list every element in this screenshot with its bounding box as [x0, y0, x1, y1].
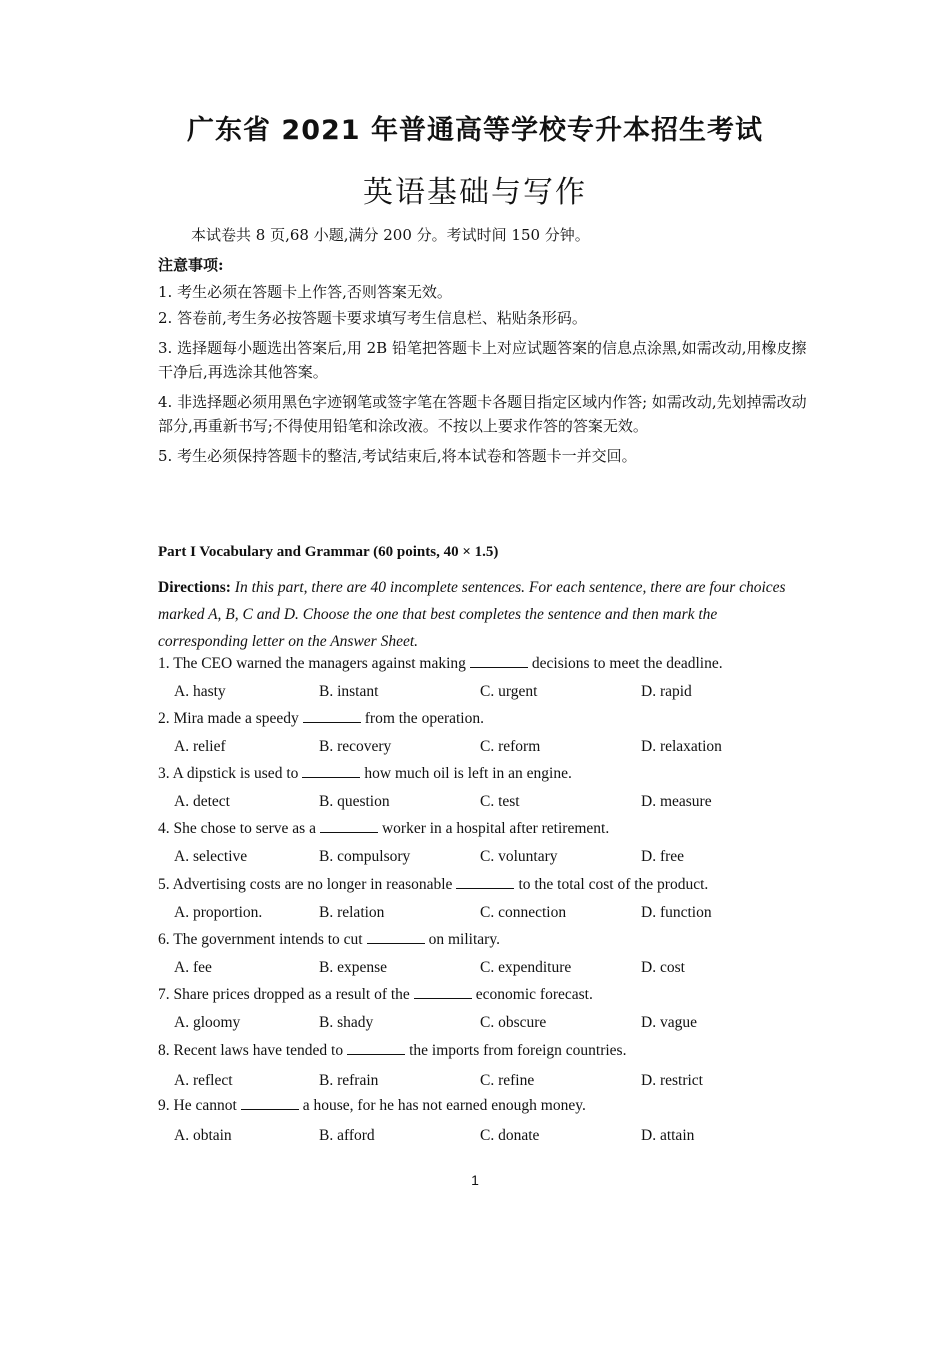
- note-item: 5. 考生必须保持答题卡的整洁,考试结束后,将本试卷和答题卡一并交回。: [158, 447, 637, 465]
- note-item: 4. 非选择题必须用黑色字迹钢笔或签字笔在答题卡各题目指定区域内作答; 如需改动,先划掉需改动部分,再重新书写;不得使用铅笔和涂改液。不按以上要求作答的答案无效。: [158, 393, 807, 435]
- question-stem: 1. The CEO warned the managers against making decisions to meet the deadline.: [158, 655, 723, 672]
- option-b: B. recovery: [319, 738, 392, 755]
- option-c: C. expenditure: [480, 959, 572, 976]
- exam-intro: 本试卷共 8 页,68 小题,满分 200 分。考试时间 150 分钟。: [191, 226, 590, 244]
- option-d: D. rapid: [641, 683, 692, 700]
- option-c: C. donate: [480, 1127, 540, 1144]
- question-stem: 7. Share prices dropped as a result of the economic forecast.: [158, 986, 593, 1003]
- directions-text: In this part, there are 40 incomplete sentences. For each sentence, there are four choices marked A, B, C and D. Choose the one that best completes the sentence and then mark the corresponding letter on the Answer Sheet.: [158, 579, 786, 650]
- option-d: D. function: [641, 904, 712, 921]
- option-a: A. fee: [174, 959, 212, 976]
- option-a: A. relief: [174, 738, 226, 755]
- note-item: 1. 考生必须在答题卡上作答,否则答案无效。: [158, 283, 452, 301]
- option-d: D. attain: [641, 1127, 695, 1144]
- option-b: B. afford: [319, 1127, 375, 1144]
- option-d: D. measure: [641, 793, 712, 810]
- option-c: C. refine: [480, 1072, 535, 1089]
- question-stem: 4. She chose to serve as a worker in a hospital after retirement.: [158, 820, 610, 837]
- option-c: C. urgent: [480, 683, 538, 700]
- option-b: B. expense: [319, 959, 388, 976]
- option-c: C. obscure: [480, 1014, 547, 1031]
- option-c: C. reform: [480, 738, 541, 755]
- option-b: B. question: [319, 793, 390, 810]
- option-a: A. selective: [174, 848, 248, 865]
- exam-subtitle: 英语基础与写作: [363, 175, 587, 210]
- note-item: 2. 答卷前,考生务必按答题卡要求填写考生信息栏、粘贴条形码。: [158, 309, 587, 327]
- option-d: D. free: [641, 848, 685, 865]
- directions: [158, 574, 808, 655]
- option-b: B. instant: [319, 683, 379, 700]
- option-a: A. gloomy: [174, 1014, 241, 1031]
- option-c: C. test: [480, 793, 520, 810]
- part-title: Part I Vocabulary and Grammar (60 points, 40 × 1.5): [158, 544, 499, 560]
- notes-heading: 注意事项:: [158, 256, 224, 274]
- answer-blank: [470, 655, 528, 668]
- option-c: C. voluntary: [480, 848, 558, 865]
- question-stem: 2. Mira made a speedy from the operation.: [158, 710, 484, 727]
- question-stem: 8. Recent laws have tended to the imports from foreign countries.: [158, 1042, 627, 1059]
- option-b: B. relation: [319, 904, 385, 921]
- question-stem: 9. He cannot a house, for he has not earned enough money.: [158, 1097, 586, 1114]
- option-a: A. hasty: [174, 683, 226, 700]
- note-item: 3. 选择题每小题选出答案后,用 2B 铅笔把答题卡上对应试题答案的信息点涂黑,如需改动,用橡皮擦干净后,再选涂其他答案。: [158, 339, 807, 381]
- option-a: A. proportion.: [174, 904, 263, 921]
- option-d: D. relaxation: [641, 738, 722, 755]
- directions-label: Directions:: [158, 579, 231, 596]
- answer-blank: [302, 765, 360, 778]
- question-stem: 3. A dipstick is used to how much oil is left in an engine.: [158, 765, 572, 782]
- answer-blank: [347, 1042, 405, 1055]
- exam-title: 广东省 2021 年普通高等学校专升本招生考试: [187, 115, 763, 146]
- option-a: A. obtain: [174, 1127, 232, 1144]
- option-b: B. refrain: [319, 1072, 379, 1089]
- page-number: 1: [471, 1172, 479, 1188]
- answer-blank: [241, 1097, 299, 1110]
- option-b: B. compulsory: [319, 848, 411, 865]
- option-a: A. reflect: [174, 1072, 233, 1089]
- option-b: B. shady: [319, 1014, 374, 1031]
- answer-blank: [414, 986, 472, 999]
- question-stem: 6. The government intends to cut on military.: [158, 931, 500, 948]
- answer-blank: [367, 931, 425, 944]
- answer-blank: [303, 710, 361, 723]
- option-c: C. connection: [480, 904, 567, 921]
- question-stem: 5. Advertising costs are no longer in reasonable to the total cost of the product.: [158, 876, 709, 893]
- option-d: D. restrict: [641, 1072, 703, 1089]
- option-d: D. vague: [641, 1014, 697, 1031]
- answer-blank: [320, 820, 378, 833]
- option-d: D. cost: [641, 959, 685, 976]
- answer-blank: [456, 876, 514, 889]
- option-a: A. detect: [174, 793, 230, 810]
